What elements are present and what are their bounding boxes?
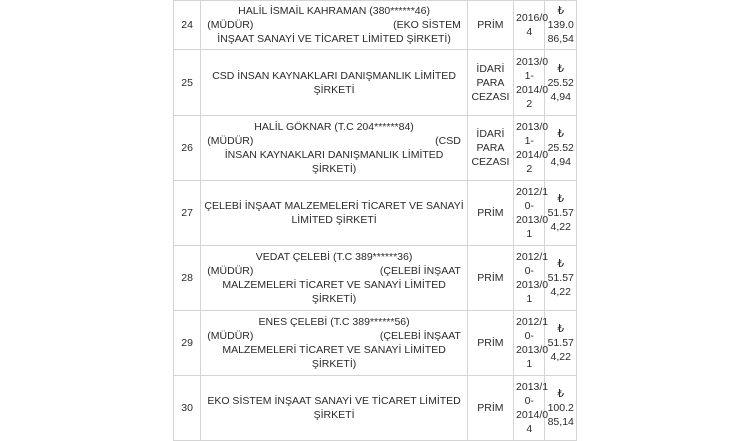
debt-period: 2012/1 0- 2013/0 1 xyxy=(514,246,545,311)
name-title: ENES ÇELEBİ (T.C 389******56) xyxy=(258,316,410,328)
debt-amount: ₺ 51.57 4,22 xyxy=(545,311,577,376)
name-company-start: (CSD xyxy=(435,135,461,147)
debt-type: İDARİ PARA CEZASI xyxy=(467,116,513,181)
debtor-name xyxy=(201,1,468,50)
name-role-line xyxy=(203,329,465,343)
debt-amount: ₺ 51.57 4,22 xyxy=(545,246,577,311)
currency-symbol: ₺ xyxy=(557,193,565,205)
table-row xyxy=(174,376,577,441)
debtor-name: EKO SİSTEM İNŞAAT SANAYİ VE TİCARET LİMİTED ŞİRKETİ xyxy=(201,376,468,441)
name-company-end: MALZEMELERİ TİCARET VE SANAYİ LİMİTED ŞİRKETİ) xyxy=(222,279,446,305)
debt-period: 2016/0 4 xyxy=(514,1,545,50)
name-company-start: (ÇELEBİ İNŞAAT xyxy=(379,265,461,277)
row-number: 29 xyxy=(174,311,201,376)
name-title: HALİL İSMAİL KAHRAMAN (380******46) xyxy=(238,5,430,17)
row-number: 28 xyxy=(174,246,201,311)
debt-period: 2012/1 0- 2013/0 1 xyxy=(514,311,545,376)
debt-period: 2013/0 1- 2014/0 2 xyxy=(514,50,545,116)
debt-amount: ₺ 25.52 4,94 xyxy=(545,116,577,181)
name-role: (MÜDÜR) xyxy=(207,330,254,342)
currency-symbol: ₺ xyxy=(557,62,565,75)
debtor-table xyxy=(173,0,577,441)
currency-symbol: ₺ xyxy=(557,5,565,17)
name-company-end: MALZEMELERİ TİCARET VE SANAYİ LİMİTED ŞİRKETİ) xyxy=(222,344,446,370)
name-role: (MÜDÜR) xyxy=(207,265,254,277)
name-company-start: (EKO SİSTEM xyxy=(393,19,461,31)
name-role-line xyxy=(203,134,465,148)
name-role: (MÜDÜR) xyxy=(207,135,254,147)
debtor-name xyxy=(201,246,468,311)
row-number: 30 xyxy=(174,376,201,441)
debt-period: 2012/1 0- 2013/0 1 xyxy=(514,181,545,246)
debt-type: PRİM xyxy=(467,311,513,376)
debt-amount: ₺ 25.52 4,94 xyxy=(545,50,577,116)
debtor-name: CSD İNSAN KAYNAKLARI DANIŞMANLIK LİMİTED ŞİRKETİ xyxy=(201,50,468,116)
debtor-name xyxy=(201,116,468,181)
debt-type: İDARİ PARA CEZASI xyxy=(467,50,513,116)
table-row xyxy=(174,1,577,50)
table-row xyxy=(174,181,577,246)
debt-type: PRİM xyxy=(467,1,513,50)
table-row xyxy=(174,246,577,311)
name-role-line xyxy=(203,18,465,32)
debt-type: PRİM xyxy=(467,246,513,311)
debt-period: 2013/1 0- 2014/0 4 xyxy=(514,376,545,441)
debtor-name xyxy=(201,311,468,376)
name-role: (MÜDÜR) xyxy=(207,19,254,31)
currency-symbol: ₺ xyxy=(557,258,565,270)
debt-period: 2013/0 1- 2014/0 2 xyxy=(514,116,545,181)
table-row xyxy=(174,50,577,116)
name-company-start: (ÇELEBİ İNŞAAT xyxy=(379,330,461,342)
table-row xyxy=(174,311,577,376)
row-number: 25 xyxy=(174,50,201,116)
debt-amount: ₺ 51.57 4,22 xyxy=(545,181,577,246)
name-role-line xyxy=(203,264,465,278)
debt-amount: ₺ 139.0 86,54 xyxy=(545,1,577,50)
name-company-end: İNŞAAT SANAYİ VE TİCARET LİMİTED ŞİRKETİ) xyxy=(217,33,451,45)
debtor-name: ÇELEBİ İNŞAAT MALZEMELERİ TİCARET VE SANAYİ LİMİTED ŞİRKETİ xyxy=(201,181,468,246)
name-title: HALİL GÖKNAR (T.C 204******84) xyxy=(254,121,414,133)
row-number: 24 xyxy=(174,1,201,50)
table-row xyxy=(174,116,577,181)
debt-type: PRİM xyxy=(467,376,513,441)
currency-symbol: ₺ xyxy=(557,128,565,140)
row-number: 26 xyxy=(174,116,201,181)
row-number: 27 xyxy=(174,181,201,246)
debt-type: PRİM xyxy=(467,181,513,246)
name-company-end: İNSAN KAYNAKLARI DANIŞMANLIK LİMİTED ŞİRKETİ) xyxy=(224,149,444,175)
currency-symbol: ₺ xyxy=(557,388,565,400)
debt-amount: ₺ 100.2 85,14 xyxy=(545,376,577,441)
currency-symbol: ₺ xyxy=(557,323,565,335)
name-title: VEDAT ÇELEBİ (T.C 389******36) xyxy=(255,251,413,263)
